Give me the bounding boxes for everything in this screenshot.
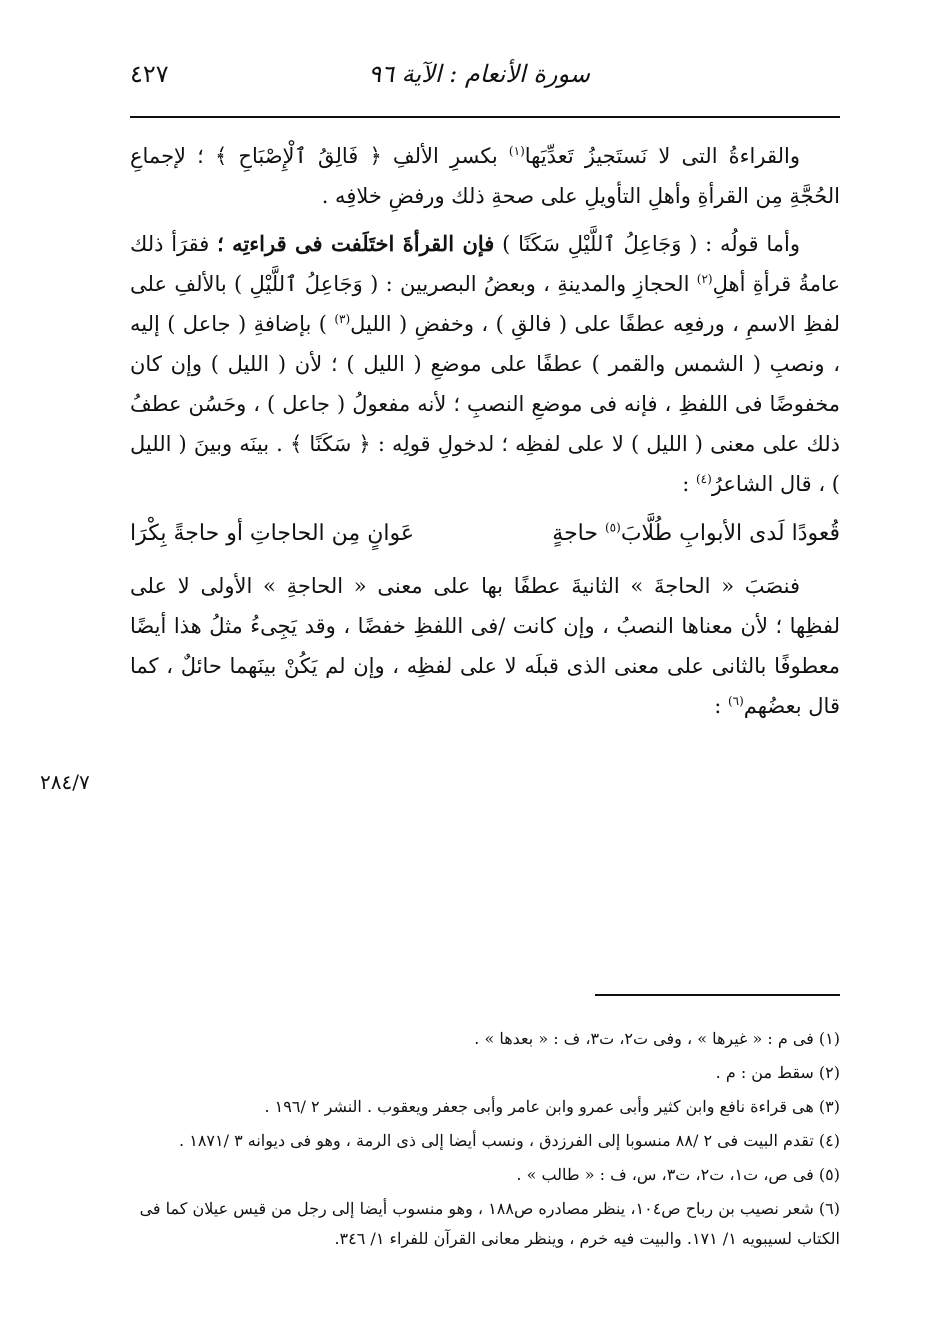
footnote-3: (٣) هى قراءة نافع وابن كثير وأبى عمرو وابن عامر وأبى جعفر ويعقوب . النشر ٢ /١٩٦ . <box>264 1097 840 1116</box>
footnote-ref-1: (١) <box>508 144 525 158</box>
paragraph-3 <box>130 566 840 726</box>
paragraph-2-text-c: الحجازِ والمدينةِ ، وبعضُ البصريين : ( وَجَاعِلُ ٱللَّيْلِ ) بالألفِ على لفظِ الاسمِ ، ورفعِه عطفًا على ( فالقِ ) ، وخفضِ ( الليل <box>130 272 840 336</box>
paragraph-2-text-e: : <box>682 472 690 496</box>
paragraph-2-text-d: ) بإضافةِ ( جاعل ) إليه ، ونصبِ ( الشمس والقمر ) عطفًا على موضعِ ( الليل ) ؛ لأن ( الليل ) وإن كان مخفوضًا فى اللفظِ ، فإنه فى موضعِ النصبِ ؛ لأنه مفعولُ ( جاعل ) ، وحَسُن عطفُ ذلك على معنى ( الليل ) لا على لفظِه ؛ لدخولِ قولِه : ﴿ سَكَنًا ﴾ . بينَه وبينَ ( الليل ) ، قال الشاعرُ <box>130 312 840 496</box>
verse-a-text: قُعودًا لَدى الأبوابِ طُلَّابَ <box>620 521 840 546</box>
paragraph-1-text-b: بكسرِ الألفِ ﴿ فَالِقُ ٱلْإِصْبَاحِ ﴾ ؛ لإجماعِ الحُجَّةِ مِن القرأةِ وأهلِ التأويلِ على صحةِ ذلك ورفضِ خلافِه . <box>130 144 840 208</box>
paragraph-2-text-a: وأما قولُه : ( وَجَاعِلُ ٱللَّيْلِ سَكَنًا ) <box>502 232 800 256</box>
footnotes <box>130 1024 840 1258</box>
main-text <box>130 136 840 726</box>
poetry-verse <box>130 514 840 554</box>
footnote-ref-5: (٥) <box>604 520 621 535</box>
paragraph-3-text-b: : <box>714 694 722 718</box>
margin-reference: ٢٨٤/٧ <box>40 770 90 794</box>
footnote-1: (١) فى م : « غيرها » ، وفى ت٢، ت٣، ف : « بعدها » . <box>474 1029 840 1048</box>
header-rule <box>130 116 840 118</box>
paragraph-3-text-a: فنصَبَ « الحاجةَ » الثانيةَ عطفًا بها على معنى « الحاجةِ » الأولى لا على لفظِها ؛ لأن معناها النصبُ ، وإن كانت /فى اللفظِ خفضًا ، وقد يَجِىءُ مثلُ هذا أيضًا معطوفًا بالثانى على معنى الذى قبلَه لا على لفظِه ، وإن لم يَكُنْ بينَهما حائلٌ ، كما قال بعضُهم <box>130 574 840 718</box>
paragraph-1-text-a: والقراءةُ التى لا نَستَجيزُ تَعدِّيَها <box>524 144 800 168</box>
verse-a-end: حاجةٍ <box>552 521 598 546</box>
paragraph-2-bold: فإن القرأةَ اختَلَفت فى قراءتِه ؛ <box>217 231 495 256</box>
footnote-2: (٢) سقط من : م . <box>715 1063 840 1082</box>
verse-second-hemistich: عَوانٍ مِن الحاجاتِ أو حاجةً بِكْرَا <box>130 521 414 546</box>
footnote-ref-6: (٦) <box>727 694 744 708</box>
footnote-rule <box>595 994 840 996</box>
footnote-ref-3: (٣) <box>334 312 351 326</box>
paragraph-2 <box>130 224 840 504</box>
footnote-ref-2: (٢) <box>696 272 713 286</box>
paragraph-1 <box>130 136 840 216</box>
footnote-5: (٥) فى ص، ت١، ت٢، ت٣، س، ف : « طالب » . <box>516 1165 840 1184</box>
running-title: سورة الأنعام : الآية ٩٦ <box>368 60 590 88</box>
footnote-6: (٦) شعر نصيب بن رباح ص١٠٤، ينظر مصادره ص١٨٨ ، وهو منسوب أيضا إلى رجل من قيس عيلان كما فى الكتاب لسيبويه ١/ ١٧١. والبيت فيه خرم ، وينظر معانى القرآن للفراء ١/ ٣٤٦. <box>139 1199 840 1248</box>
paragraph-2-text-b: فقرَأ ذلك عامةُ قرأةِ أهلِ <box>130 232 840 296</box>
page-number: ٤٢٧ <box>130 60 169 88</box>
footnote-4: (٤) تقدم البيت فى ٢ /٨٨ منسوبا إلى الفرزدق ، ونسب أيضا إلى ذى الرمة ، وهو فى ديوانه ٣ /١٨٧١ . <box>179 1131 840 1150</box>
page-header <box>130 58 840 98</box>
verse-first-hemistich <box>552 514 840 554</box>
footnote-ref-4: (٤) <box>695 472 712 486</box>
